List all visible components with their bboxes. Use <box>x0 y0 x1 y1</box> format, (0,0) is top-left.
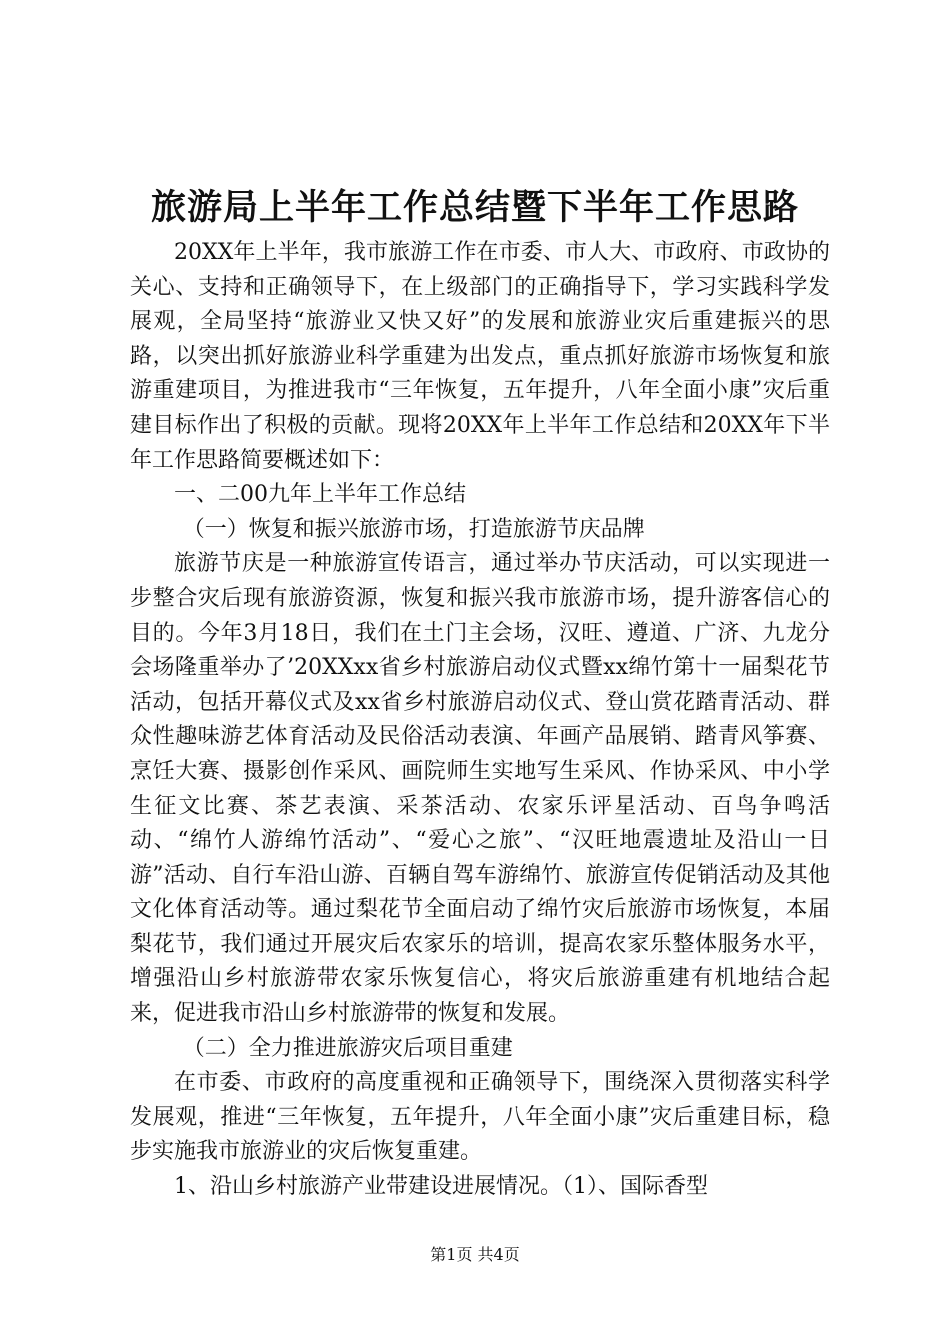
document-title: 旅游局上半年工作总结暨下半年工作思路 <box>150 187 799 228</box>
body-paragraph: 旅游节庆是一种旅游宣传语言，通过举办节庆活动，可以实现进一步整合灾后现有旅游资源，恢复和振兴我市旅游市场，提升游客信心的目的。今年3月18日，我们在土门主会场，汉旺、遵道、广济、九龙分会场隆重举办了’20XXxx省乡村旅游启动仪式暨xx绵竹第十一届梨花节活动，包括开幕仪式及xx省乡村旅游启动仪式、登山赏花踏青活动、群众性趣味游艺体育活动及民俗活动表演、年画产品展销、踏青风筝赛、烹饪大赛、摄影创作采风、画院师生实地写生采风、作协采风、中小学生征文比赛、茶艺表演、采茶活动、农家乐评星活动、百鸟争鸣活动、“绵竹人游绵竹活动”、“爱心之旅”、“汉旺地震遗址及沿山一日游”活动、自行车沿山游、百辆自驾车游绵竹、旅游宣传促销活动及其他文化体育活动等。通过梨花节全面启动了绵竹灾后旅游市场恢复，本届梨花节，我们通过开展灾后农家乐的培训，提高农家乐整体服务水平，增强沿山乡村旅游带农家乐恢复信心，将灾后旅游重建有机地结合起来，促进我市沿山乡村旅游带的恢复和发展。 <box>130 551 830 1027</box>
section-heading: 一、二00九年上半年工作总结 <box>174 482 466 508</box>
subsection-heading: （一）恢复和振兴旅游市场，打造旅游节庆品牌 <box>182 516 645 542</box>
subsection-heading: （二）全力推进旅游灾后项目重建 <box>182 1035 513 1061</box>
body-paragraph: 在市委、市政府的高度重视和正确领导下，围绕深入贯彻落实科学发展观，推进“三年恢复，五年提升，八年全面小康”灾后重建目标，稳步实施我市旅游业的灾后恢复重建。 <box>130 1070 830 1165</box>
intro-paragraph: 20XX年上半年，我市旅游工作在市委、市人大、市政府、市政协的关心、支持和正确领导下，在上级部门的正确指导下，学习实践科学发展观，全局坚持“旅游业又快又好”的发展和旅游业灾后重建振兴的思路，以突出抓好旅游业科学重建为出发点，重点抓好旅游市场恢复和旅游重建项目，为推进我市“三年恢复，五年提升，八年全面小康”灾后重建目标作出了积极的贡献。现将20XX年上半年工作总结和20XX年下半年工作思路简要概述如下： <box>130 240 830 473</box>
page-footer: 第1页 共4页 <box>430 1245 520 1264</box>
list-item: 1、沿山乡村旅游产业带建设进展情况。（1）、国际香型 <box>174 1174 708 1200</box>
document-body <box>130 236 830 1205</box>
